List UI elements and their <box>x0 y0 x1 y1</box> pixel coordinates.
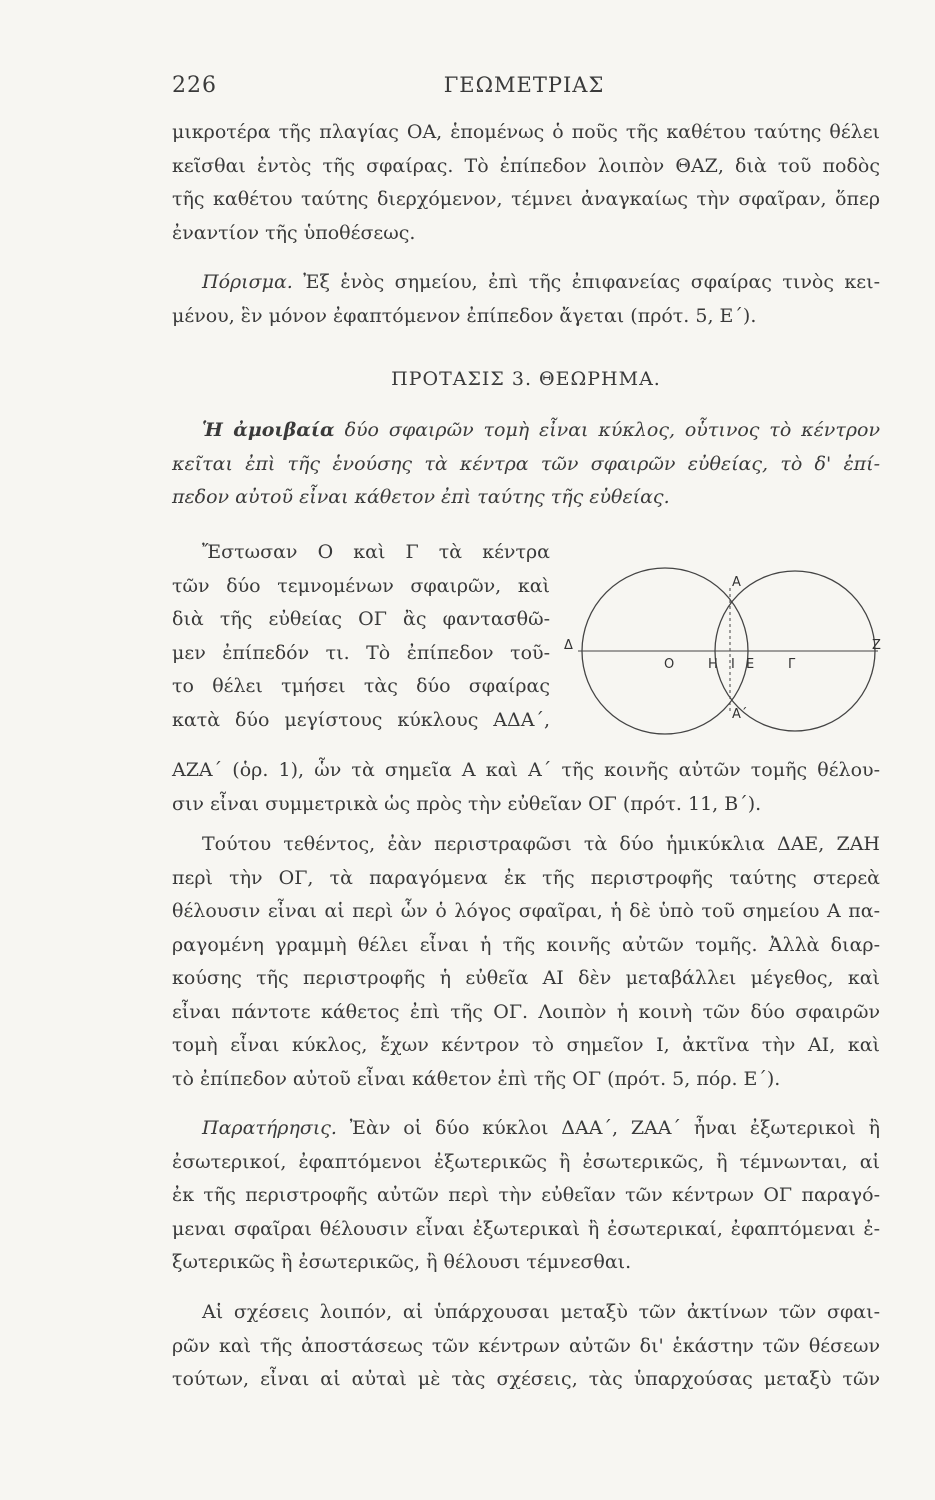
text-line: σιν εἶναι συμμετρικὰ ὡς πρὸς τὴν εὐθεῖαν ΟΓ (πρότ. 11, Β΄). <box>172 792 762 815</box>
text-line: Ἔστωσαν Ο καὶ Γ τὰ κέντρα <box>202 541 550 563</box>
text-line: τὸ ἐπίπεδον αὐτοῦ εἶναι κάθετον ἐπὶ τῆς ΟΓ (πρότ. 5, πόρ. Ε΄). <box>172 1067 781 1090</box>
porisma-label: Πόρισμα. <box>202 271 293 293</box>
text-line: ἐκ τῆς περιστροφῆς αὐτῶν περὶ τὴν εὐθεῖαν τῶν κέντρων ΟΓ παραγό- <box>172 1184 880 1206</box>
proof-paragraph <box>172 828 880 1096</box>
text-line: ἐναντίον τῆς ὑποθέσεως. <box>172 221 416 244</box>
statement-text: δύο σφαιρῶν τομὴ εἶναι κύκλος, οὗτινος τὸ κέντρον <box>344 419 881 441</box>
label-z: Ζ <box>872 638 881 653</box>
text-line: μένου, ἓν μόνον ἐφαπτόμενον ἐπίπεδον ἄγεται (πρότ. 5, Ε΄). <box>172 304 757 327</box>
page-number: 226 <box>172 73 217 98</box>
statement-lead: Ἡ ἀμοιβαία <box>202 419 335 441</box>
text-line <box>172 266 880 300</box>
label-i: Ι <box>731 657 735 672</box>
text-line: κεῖσθαι ἐντὸς τῆς σφαίρας. Τὸ ἐπίπεδον λοιπὸν ΘΑΖ, διὰ τοῦ ποδὸς <box>172 154 880 177</box>
text-line: Τούτου τεθέντος, ἐὰν περιστραφῶσι τὰ δύο ἡμικύκλια ΔΑΕ, ΖΑΗ <box>202 833 880 855</box>
intersecting-circles-figure <box>560 558 885 738</box>
text-line: κούσης τῆς περιστροφῆς ἡ εὐθεῖα ΑΙ δὲν μεταβάλλει μέγεθος, καὶ <box>172 967 880 989</box>
text-line: κατὰ δύο μεγίστους κύκλους ΑΔΑ΄, <box>172 708 550 731</box>
text-line: τούτων, εἶναι αἱ αὐταὶ μὲ τὰς σχέσεις, τὰς ὑπαρχούσας μεταξὺ τῶν <box>172 1368 880 1390</box>
text-line: τομὴ εἶναι κύκλος, ἔχων κέντρον τὸ σημεῖον Ι, ἀκτῖνα τὴν ΑΙ, καὶ <box>172 1034 880 1056</box>
remark-text: Ἐὰν οἱ δύο κύκλοι ΔΑΑ΄, ΖΑΑ΄ ἦναι ἐξωτερικοὶ ἢ <box>349 1117 880 1139</box>
text-line: ἐσωτερικοί, ἐφαπτόμενοι ἐξωτερικῶς ἢ ἐσωτερικῶς, ἢ τέμνωνται, αἱ <box>172 1150 880 1173</box>
text-line: κεῖται ἐπὶ τῆς ἑνούσης τὰ κέντρα τῶν σφαιρῶν εὐθείας, τὸ δ' ἐπί- <box>172 452 880 475</box>
text-line: μικροτέρα τῆς πλαγίας ΟΑ, ἑπομένως ὁ ποῦς τῆς καθέτου ταύτης θέλει <box>172 121 880 143</box>
text-line <box>172 414 880 448</box>
label-e: Ε <box>746 657 755 672</box>
porisma-paragraph <box>172 266 880 333</box>
text-line: τῶν δύο τεμνομένων σφαιρῶν, καὶ <box>172 574 550 597</box>
text-line: ξωτερικῶς ἢ ἐσωτερικῶς, ἢ θέλουσι τέμνεσθαι. <box>172 1251 632 1273</box>
text-line: ΑΖΑ΄ (ὁρ. 1), ὧν τὰ σημεῖα Α καὶ Α΄ τῆς κοινῆς αὐτῶν τομῆς θέλου- <box>172 759 880 781</box>
text-line: μεν ἐπίπεδόν τι. Τὸ ἐπίπεδον τοῦ- <box>172 641 550 664</box>
figure-continuation-text <box>172 754 880 821</box>
label-delta: Δ <box>564 638 573 653</box>
text-line: περὶ τὴν ΟΓ, τὰ παραγόμενα ἐκ τῆς περιστροφῆς ταύτης στερεὰ <box>172 866 880 889</box>
intro-paragraph <box>172 116 880 250</box>
label-gamma: Γ <box>788 657 796 672</box>
label-a: Α <box>732 575 741 590</box>
text-line: ρῶν καὶ τῆς ἀποστάσεως τῶν κέντρων αὐτῶν δι' ἑκάστην τῶν θέσεων <box>172 1334 880 1357</box>
proposition-heading: ΠΡΟΤΑΣΙΣ 3. ΘΕΩΡΗΜΑ. <box>391 368 661 390</box>
running-title: ΓΕΩΜΕΤΡΙΑΣ <box>443 73 605 97</box>
text-line: πεδον αὐτοῦ εἶναι κάθετον ἐπὶ ταύτης τῆς εὐθείας. <box>172 486 670 508</box>
label-h: Η <box>708 657 718 672</box>
remark-paragraph <box>172 1112 880 1280</box>
theorem-statement <box>172 414 880 515</box>
text-line <box>172 1112 880 1146</box>
porisma-text: Ἐξ ἑνὸς σημείου, ἐπὶ τῆς ἐπιφανείας σφαίρας τινὸς κει- <box>303 271 880 293</box>
text-line: Αἱ σχέσεις λοιπόν, αἱ ὑπάρχουσαι μεταξὺ τῶν ἀκτίνων τῶν σφαι- <box>202 1301 880 1323</box>
text-line: διὰ τῆς εὐθείας ΟΓ ἂς φαντασθῶ- <box>172 608 550 630</box>
text-line: μεναι σφαῖραι θέλουσιν εἶναι ἐξωτερικαὶ ἢ ἐσωτερικαί, ἐφαπτόμεναι ἐ- <box>172 1217 880 1240</box>
text-line: τῆς καθέτου ταύτης διερχόμενον, τέμνει ἀναγκαίως τὴν σφαῖραν, ὅπερ <box>172 188 880 210</box>
text-line: το θέλει τμήσει τὰς δύο σφαίρας <box>172 675 550 697</box>
remark-label: Παρατήρησις. <box>202 1117 337 1139</box>
figure-side-text <box>172 536 550 737</box>
closing-paragraph <box>172 1296 880 1397</box>
text-line: εἶναι πάντοτε κάθετος ἐπὶ τῆς ΟΓ. Λοιπὸν ἡ κοινὴ τῶν δύο σφαιρῶν <box>172 1000 880 1023</box>
page-header <box>172 73 876 103</box>
label-o: Ο <box>664 657 675 672</box>
text-line: ραγομένη γραμμὴ θέλει εἶναι ἡ τῆς κοινῆς αὐτῶν τομῆς. Ἀλλὰ διαρ- <box>172 933 880 956</box>
label-a-prime: Α΄ <box>732 707 748 722</box>
text-line: θέλουσιν εἶναι αἱ περὶ ὧν ὁ λόγος σφαῖραι, ἡ δὲ ὑπὸ τοῦ σημείου Α πα- <box>172 900 880 922</box>
